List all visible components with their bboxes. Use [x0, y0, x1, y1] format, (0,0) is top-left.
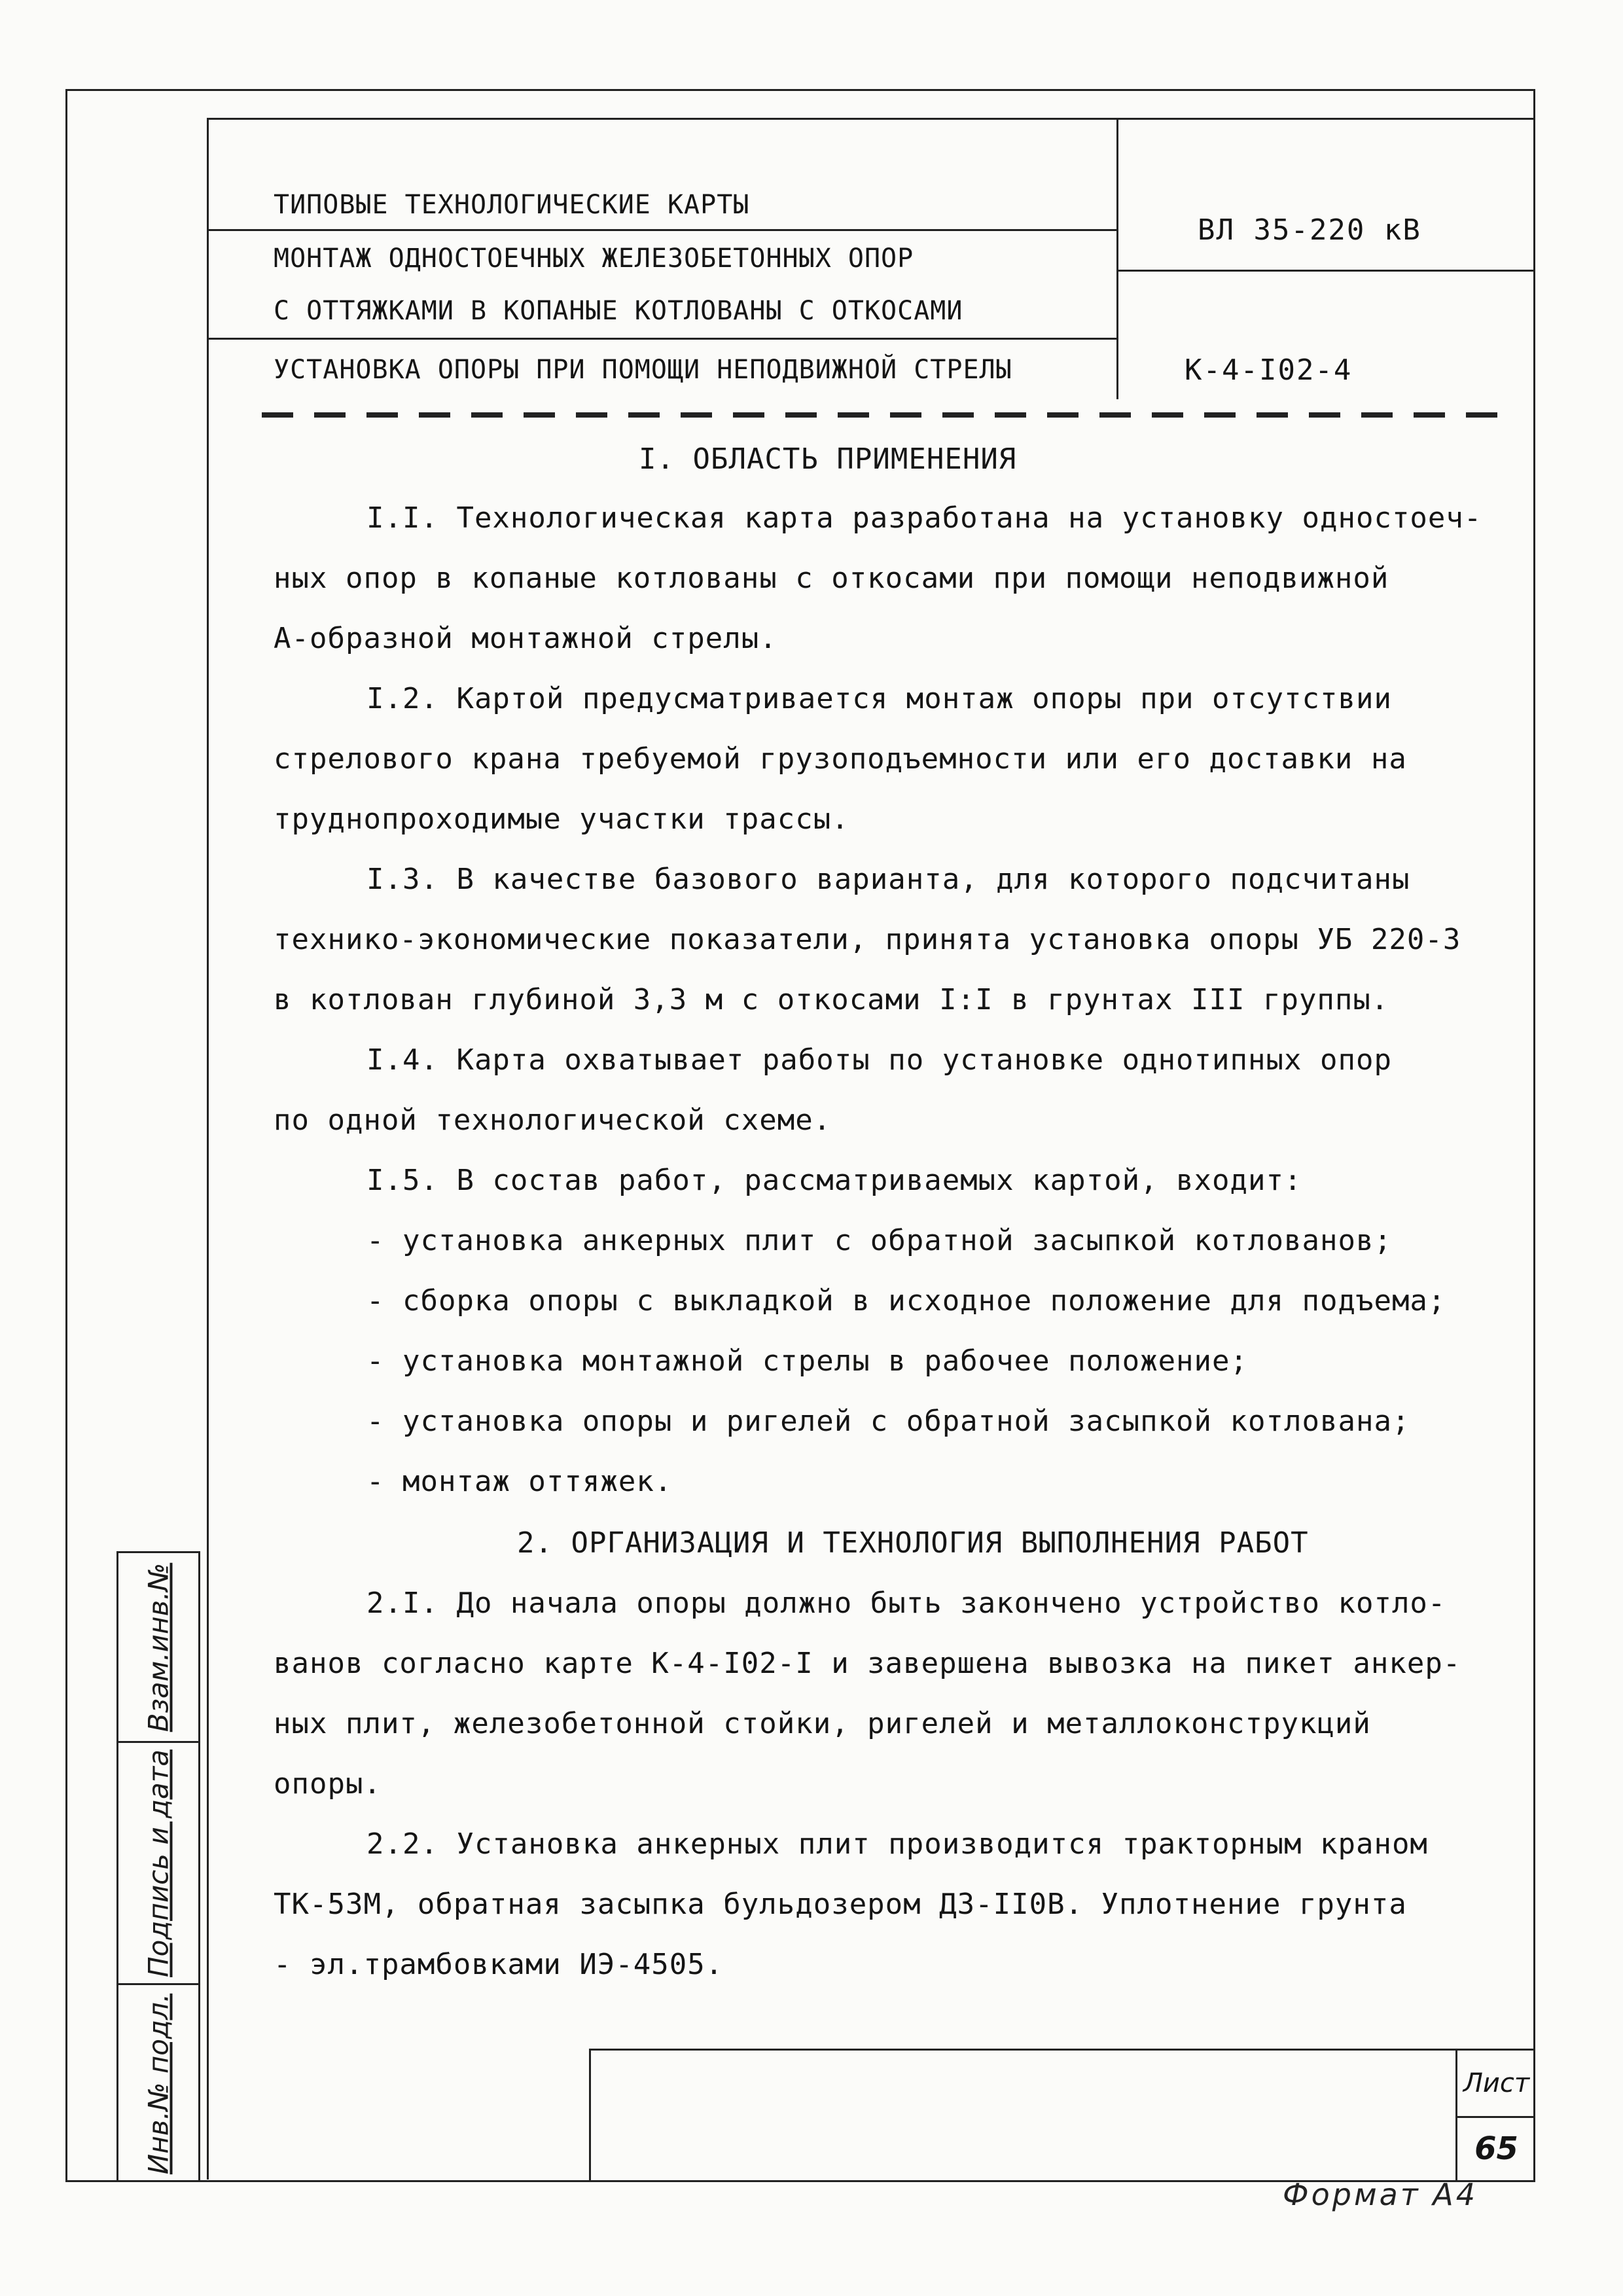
side-label-replacement: Взам.инв.№ — [142, 1562, 175, 1732]
paragraph-line: ных опор в копаные котлованы с откосами при помощи неподвижной — [274, 562, 1389, 595]
paragraph-line: стрелового крана требуемой грузоподъемности или его доставки на — [274, 742, 1407, 776]
list-item: - установка анкерных плит с обратной засыпкой котлованов; — [366, 1224, 1392, 1257]
voltage-code: ВЛ 35-220 кВ — [1198, 213, 1421, 247]
paragraph-line: I.5. В состав работ, рассматриваемых картой, входит: — [366, 1164, 1302, 1197]
paragraph-line: 2.2. Установка анкерных плит производится тракторным краном — [366, 1827, 1428, 1861]
header-left-border — [207, 118, 209, 2179]
paragraph-line: технико-экономические показатели, принята установка опоры УБ 220-3 — [274, 923, 1461, 956]
paragraph-line: опоры. — [274, 1767, 382, 1801]
paragraph-line: - эл.трамбовками ИЭ-4505. — [274, 1948, 724, 1981]
paragraph-line: А-образной монтажной стрелы. — [274, 622, 777, 655]
list-item: - установка монтажной стрелы в рабочее положение; — [366, 1344, 1249, 1378]
header-separator-dashed — [262, 412, 1518, 418]
section1-heading: I. ОБЛАСТЬ ПРИМЕНЕНИЯ — [639, 442, 1017, 476]
header-divider-1 — [207, 229, 1116, 231]
sheet-cell — [1455, 2051, 1535, 2182]
side-cell-inventory — [118, 1983, 198, 2182]
paragraph-line: I.I. Технологическая карта разработана на установку одностоеч- — [366, 501, 1482, 535]
side-cell-signature — [118, 1741, 198, 1983]
side-label-signature: Подпись и дата — [142, 1749, 175, 1977]
paragraph-line: I.3. В качестве базового варианта, для которого подсчитаны — [366, 863, 1410, 896]
paragraph-line: ТК-53М, обратная засыпка бульдозером ДЗ-II0В. Уплотнение грунта — [274, 1888, 1407, 1921]
work-title-line1: МОНТАЖ ОДНОСТОЕЧНЫХ ЖЕЛЕЗОБЕТОННЫХ ОПОР — [274, 243, 914, 274]
list-item: - монтаж оттяжек. — [366, 1465, 673, 1498]
sheet-label: Лист — [1457, 2051, 1535, 2118]
header-divider-vertical — [1116, 118, 1118, 399]
paragraph-line: I.2. Картой предусматривается монтаж опоры при отсутствии — [366, 682, 1392, 715]
header-top-border — [207, 118, 1535, 120]
header-divider-2 — [1116, 270, 1535, 272]
list-item: - сборка опоры с выкладкой в исходное положение для подъема; — [366, 1284, 1446, 1318]
title-block — [589, 2049, 1535, 2182]
side-cell-replacement — [118, 1551, 198, 1741]
work-title-line2: С ОТТЯЖКАМИ В КОПАНЫЕ КОТЛОВАНЫ С ОТКОСАМИ — [274, 296, 963, 326]
format-label: Формат А4 — [1283, 2177, 1478, 2212]
side-stamp-strip — [116, 1551, 200, 2182]
header-divider-3 — [207, 338, 1116, 340]
paragraph-line: труднопроходимые участки трассы. — [274, 802, 849, 836]
paragraph-line: ных плит, железобетонной стойки, ригелей и металлоконструкций — [274, 1707, 1371, 1740]
paragraph-line: в котлован глубиной 3,3 м с откосами I:I в грунтах III группы. — [274, 983, 1389, 1016]
side-label-inventory: Инв.№ подл. — [142, 1993, 175, 2174]
section2-heading: 2. ОРГАНИЗАЦИЯ И ТЕХНОЛОГИЯ ВЫПОЛНЕНИЯ РАБОТ — [517, 1526, 1309, 1560]
list-item: - установка опоры и ригелей с обратной засыпкой котлована; — [366, 1405, 1410, 1438]
paragraph-line: I.4. Карта охватывает работы по установке однотипных опор — [366, 1043, 1392, 1077]
operation-title: УСТАНОВКА ОПОРЫ ПРИ ПОМОЩИ НЕПОДВИЖНОЙ СТРЕЛЫ — [274, 355, 1012, 385]
paragraph-line: по одной технологической схеме. — [274, 1103, 832, 1137]
paragraph-line: 2.I. До начала опоры должно быть закончено устройство котло- — [366, 1587, 1446, 1620]
card-code: К-4-I02-4 — [1185, 353, 1353, 387]
series-title: ТИПОВЫЕ ТЕХНОЛОГИЧЕСКИЕ КАРТЫ — [274, 190, 750, 220]
paragraph-line: ванов согласно карте К-4-I02-I и завершена вывозка на пикет анкер- — [274, 1647, 1461, 1680]
sheet-number: 65 — [1474, 2130, 1518, 2167]
